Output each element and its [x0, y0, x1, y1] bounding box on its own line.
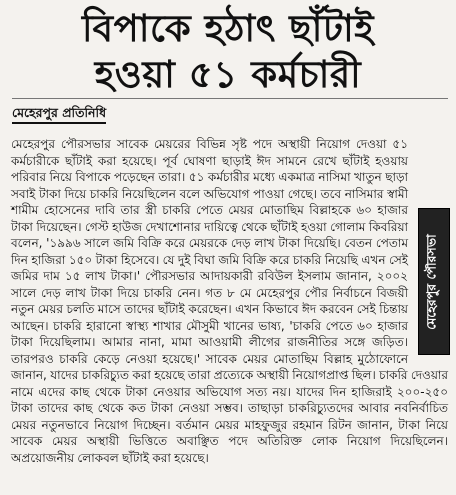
byline: মেহেরপুর প্রতিনিধি [12, 105, 106, 124]
article-body [11, 136, 448, 466]
headline-line-2: হওয়া ৫১ কর্মচারী [94, 53, 362, 96]
headline-divider [12, 98, 448, 99]
article-headline [0, 6, 456, 98]
tag-spacer [412, 208, 448, 352]
location-tag-label: মেহেরপুর পৌরসভা [424, 233, 439, 330]
article-body-text: মেহেরপুর পৌরসভার সাবেক মেয়রের বিভিন্ন সৃষ্ট পদে অস্থায়ী নিয়োগ দেওয়া ৫১ কর্মচারীকে ছাঁটাই করা হয়েছে। পূর্ব ঘোষণা ছাড়াই ঈদ সামনে রেখে ছাঁটাই হওয়ায় পরিবার নিয়ে বিপাকে পড়েছেন তারা। ৫১ কর্মচারীর মধ্যে একমাত্র নাসিমা খাতুন ছাড়া সবাই টাকা দিয়ে চাকরি নিয়েছিলেন বলে অভিযোগ পাওয়া গেছে। তবে নাসিমার স্বামী শামীম হোসেনের দাবি তার স্ত্রী চাকরি পেতে মেয়র মোতাছিম বিল্লাহকে ৬০ হাজার টাকা দিয়েছেন। গেস্ট হাউজ দেখাশোনার দায়িত্বে থেকে ছাঁটাই হওয়া গোলাম কিবরিয়া বলেন, '১৯৯৬ সালে জমি বিক্রি করে মেয়রকে দেড় লাখ টাকা দিয়েছি। বেতন পেতাম দিন হাজিরা ১৫০ টাকা হিসেবে। যে দুই বিঘা জমি বিক্রি করে চাকরি নিয়েছি এখন সেই জমির দাম ১৫ লাখ টাকা।' পৌরসভার আদায়কারী রবিউল ইসলাম জানান, ২০০২ সালে দেড় লাখ টাকা দিয়ে চাকরি নেন। গত ৮ মে মেহেরপুর পৌর নির্বাচনে বিজয়ী নতুন মেয়র চলতি মাসে তাদের ছাঁটাই করেছেন। এখন কিভাবে ঈদ করবেন সেই চিন্তায় আছেন। চাকরি হারানো স্বাস্থ্য শাখার মৌসুমী খানের ভাষ্য, 'চাকরি পেতে ৬০ হাজার টাকা দিয়েছিলাম। আমার নানা, মামা আওয়ামী লীগের রাজনীতির সঙ্গে জড়িত। তারপরও চাকরি কেড়ে নেওয়া হয়েছে।' সাবেক মেয়র মোতাছিম বিল্লাহ মুঠোফোনে জানান, যাদের চাকরিচ্যুত করা হয়েছে তারা প্রত্যেকে অস্থায়ী নিয়োগপ্রাপ্ত ছিল। চাকরি দেওয়ার নামে এদের কাছ থেকে টাকা নেওয়ার অভিযোগ সত্য নয়। যাদের দিন হাজিরাই ২০০-২৫০ টাকা তাদের কাছ থেকে কত টাকা নেওয়া সম্ভব। তাছাড়া চাকরিচ্যুতদের আবার নবনির্বাচিত মেয়র নতুনভাবে নিয়োগ দিচ্ছেন। বর্তমান মেয়র মাহফুজুর রহমান রিটন জানান, টাকা নিয়ে সাবেক মেয়র অস্থায়ী ভিত্তিতে অবাঞ্ছিত পদে অতিরিক্ত লোক নিয়োগ দিয়েছিলেন। অপ্রয়োজনীয় লোকবল ছাঁটাই করা হয়েছে। [11, 137, 448, 465]
headline-line-1: বিপাকে হঠাৎ ছাঁটাই [81, 7, 375, 50]
